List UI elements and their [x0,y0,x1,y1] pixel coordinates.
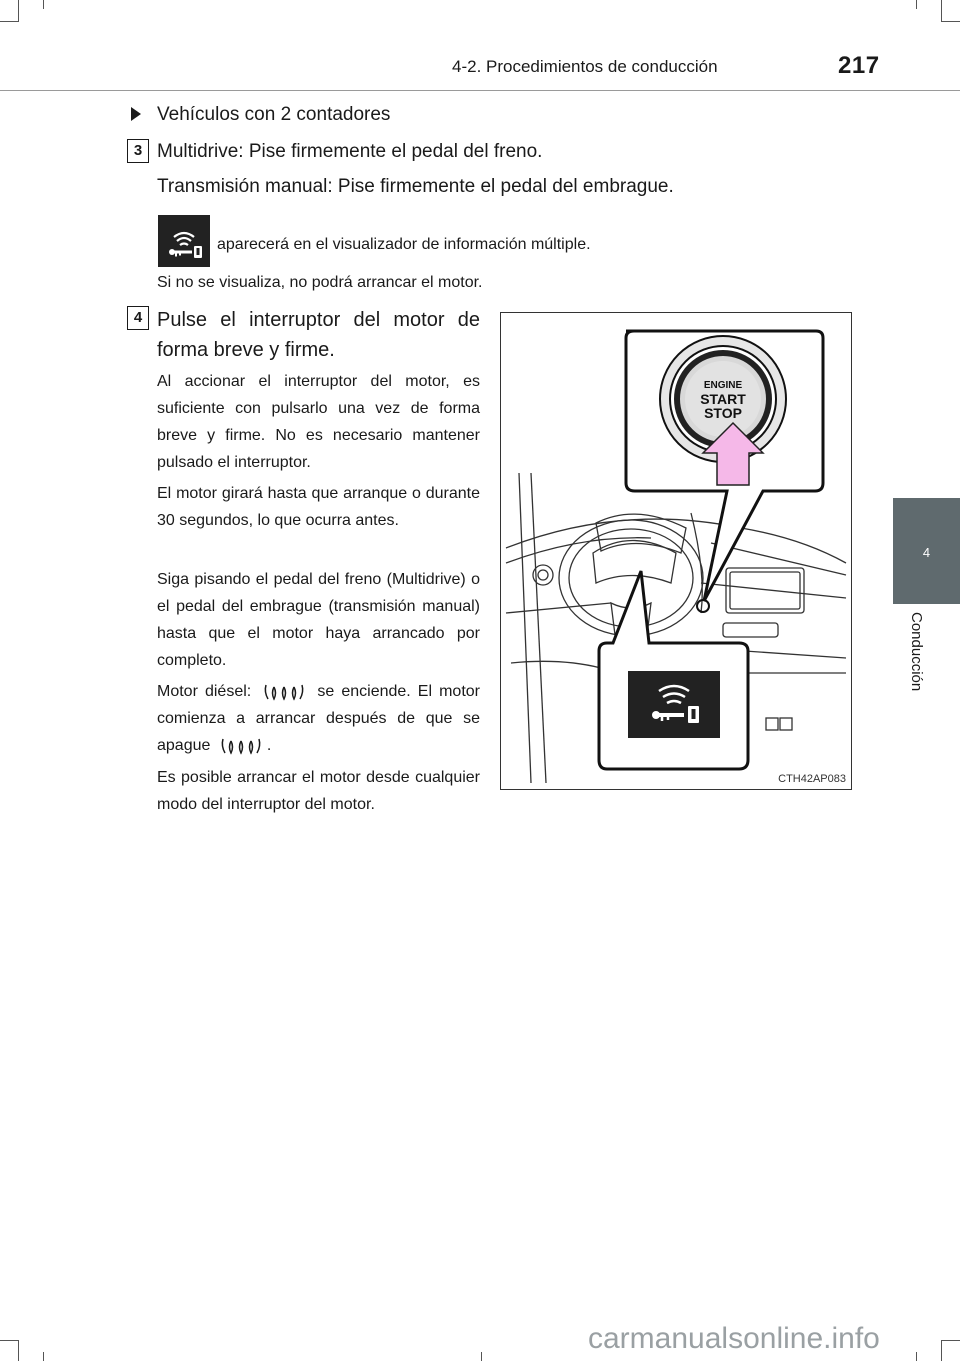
step3-line2: Transmisión manual: Pise firmemente el pedal del embrague. [157,176,674,197]
step4-paragraph-1: Al accionar el interruptor del motor, es suficiente con pulsarlo una vez de forma breve y firme. No es necesario mantener pulsado el interruptor. [157,373,480,471]
glow-plug-indicator-icon [262,683,306,701]
step4-title: Pulse el interruptor del motor de forma breve y firme. [157,309,480,361]
step4-p4-mid: se enciende. El motor comienza a arrancar después de que se apague [157,683,480,754]
crop-mark [43,0,44,9]
illus-button-text-engine: ENGINE [703,380,743,391]
step3-warning: Si no se visualiza, no podrá arrancar el motor. [157,274,483,291]
crop-mark [916,0,917,9]
step4-paragraph-2: El motor girará hasta que arranque o durante 30 segundos, lo que ocurra antes. [157,485,480,529]
crop-mark [941,1340,960,1341]
illus-button-text-start: START [700,391,746,407]
crop-mark [0,1340,19,1341]
header-section-title: 4-2. Procedimientos de conducción [452,57,718,76]
step-number-4: 4 [127,306,149,330]
bullet-vehicles: Vehículos con 2 contadores [157,104,391,125]
chapter-label: Conducción [908,612,925,692]
step3-line1: Multidrive: Pise firmemente el pedal del freno. [157,141,543,162]
engine-start-illustration [500,312,852,790]
crop-mark [0,21,19,22]
step4-paragraph-4 [157,678,480,759]
step4-paragraph-5: Es posible arrancar el motor desde cualquier modo del interruptor del motor. [157,769,480,813]
glow-plug-indicator-icon [219,737,263,755]
step3-icon-note: aparecerá en el visualizador de información múltiple. [217,236,591,253]
crop-mark [916,1352,917,1361]
crop-mark [941,21,960,22]
crop-mark [43,1352,44,1361]
illustration-code: CTH42AP083 [778,773,846,785]
key-wireless-indicator-icon [158,215,210,267]
page-number: 217 [838,52,880,79]
step4-p4-end: . [266,737,272,754]
step-number-3: 3 [127,139,149,163]
crop-mark [941,0,942,22]
crop-mark [941,1340,942,1361]
chapter-tab[interactable] [893,498,960,604]
illus-button-text-stop: STOP [704,405,742,421]
step4-p4-lead: Motor diésel: [157,683,252,700]
chapter-number: 4 [922,545,931,560]
crop-mark [18,1340,19,1361]
step4-paragraph-3: Siga pisando el pedal del freno (Multidrive) o el pedal del embrague (transmisión manual) hasta que el motor haya arrancado por completo. [157,571,480,669]
triangle-bullet-icon [131,107,141,121]
crop-mark [481,1352,482,1361]
crop-mark [18,0,19,22]
footer-watermark: carmanualsonline.info [588,1322,880,1355]
header-divider [0,90,960,91]
